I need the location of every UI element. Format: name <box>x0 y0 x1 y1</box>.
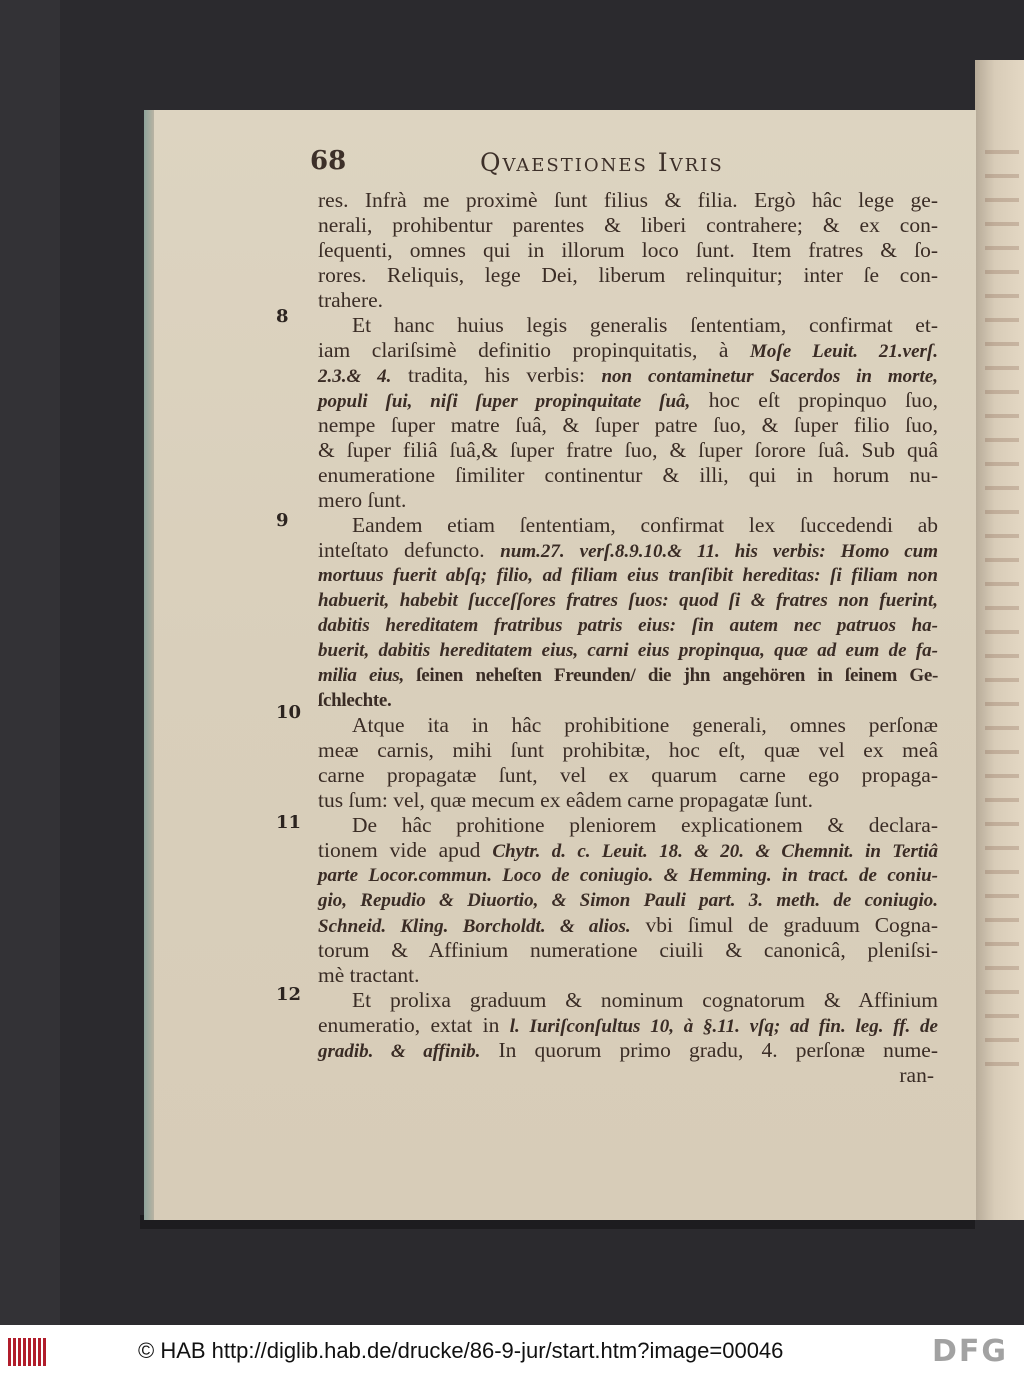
scan-left-band <box>0 0 60 1325</box>
text-line: Atque ita in hâc prohibitione generali, omnes perſonæ <box>352 713 938 737</box>
text-line: enumeratione ſimiliter continentur & illi, qui in horum nu- <box>318 463 938 487</box>
text-line: res. Infrà me proximè ſunt filius & filia. Ergò hâc lege ge- <box>318 188 938 212</box>
text-line: meæ carnis, mihi ſunt prohibitæ, hoc eſt, quæ vel ex meâ <box>318 738 938 762</box>
margin-number: 8 <box>276 306 289 327</box>
citation: Chytr. d. c. Leuit. 18. & 20. & Chemnit. in Tertiâ <box>492 841 938 862</box>
margin-numbers <box>276 188 306 1088</box>
text-span: vbi ſimul de graduum Cogna- <box>645 913 938 937</box>
text-line: dabitis hereditatem fratribus patris eius: ſin autem nec patruos ha- <box>318 615 938 636</box>
text-line: Eandem etiam ſententiam, confirmat lex ſuccedendi ab <box>352 513 938 537</box>
text-span: tionem vide apud <box>318 838 481 862</box>
citation: Moſe Leuit. 21.verſ. <box>750 341 939 362</box>
text-line <box>318 538 938 563</box>
text-line: nerali, prohibentur parentes & liberi contrahere; & ex con- <box>318 213 938 237</box>
text-line <box>318 363 938 388</box>
margin-number: 9 <box>276 510 289 531</box>
text-line: mero ſunt. <box>318 488 407 512</box>
text-line: Et hanc huius legis generalis ſententiam, confirmat et- <box>352 313 938 337</box>
page-text <box>318 188 938 1088</box>
text-line: parte Locor.commun. Loco de coniugio. & Hemming. in tract. de coniu- <box>318 865 938 886</box>
page-binding-edge <box>144 110 154 1220</box>
text-span: hoc eſt propinquo ſuo, <box>708 388 938 412</box>
quotation: milia eius, <box>318 665 404 686</box>
text-span: tradita, his verbis: <box>407 363 585 387</box>
quotation: populi ſui, niſi ſuper propinquitate ſuâ, <box>318 391 691 412</box>
margin-number: 10 <box>276 702 302 723</box>
text-line <box>318 338 938 363</box>
text-line: gio, Repudio & Diuortio, & Simon Pauli part. 3. meth. de coniugio. <box>318 890 938 911</box>
text-line: tus ſum: vel, quæ mecum ex eâdem carne propagatæ ſunt. <box>318 788 813 812</box>
text-line: mè tractant. <box>318 963 420 987</box>
text-line: De hâc prohitione pleniorem explicationem & declara- <box>352 813 938 837</box>
copyright-link[interactable]: © HAB http://diglib.hab.de/drucke/86-9-jur/start.htm?image=00046 <box>138 1338 784 1363</box>
text-line: habuerit, habebit ſucceſſores fratres ſuos: quod ſi & fratres non fuerint, <box>318 590 938 611</box>
text-line <box>318 388 938 413</box>
text-line: & ſuper filiâ ſuâ,& ſuper fratre ſuo, & ſuper ſorore ſuâ. Sub quâ <box>318 438 938 462</box>
citation: l. Iuriſconſultus 10, à §.11. vſq; ad fin. leg. ff. de <box>509 1016 938 1037</box>
viewer-footer <box>0 1325 1024 1377</box>
text-line <box>318 1038 938 1063</box>
page-number: 68 <box>310 146 347 176</box>
text-line <box>318 1013 938 1038</box>
text-line: ſchlechte. <box>318 690 392 711</box>
quotation: non contaminetur Sacerdos in morte, <box>601 366 938 387</box>
margin-number: 11 <box>276 812 302 833</box>
text-line: nempe ſuper matre ſuâ, & ſuper patre ſuo, & ſuper filio ſuo, <box>318 413 938 437</box>
page-header <box>310 146 790 186</box>
german-text: ſeinen neheſten Freunden/ die jhn angehören in ſeinem Ge- <box>416 665 938 686</box>
text-span: inteſtato defuncto. <box>318 538 485 562</box>
citation: 2.3.& 4. <box>318 366 392 387</box>
citation: gradib. & affinib. <box>318 1041 481 1062</box>
adjacent-page-text-bleed <box>985 130 1019 1070</box>
hab-logo-icon <box>8 1338 48 1366</box>
citation: Schneid. Kling. Borcholdt. & alios. <box>318 916 631 937</box>
text-line: Et prolixa graduum & nominum cognatorum & Affinium <box>352 988 938 1012</box>
text-line: buerit, dabitis hereditatem eius, carni eius propinqua, quæ ad eum de fa- <box>318 640 938 661</box>
text-line: carne propagatæ ſunt, vel ex quarum carne ego propaga- <box>318 763 938 787</box>
text-span: In quorum primo gradu, 4. perſonæ nume- <box>498 1038 939 1062</box>
text-line <box>318 838 938 863</box>
text-line: torum & Affinium numeratione ciuili & canonicâ, pleniſsi- <box>318 938 938 962</box>
citation: num.27. verſ.8.9.10.& 11. his verbis: Homo cum <box>500 541 938 562</box>
running-title: Qvaestiones Ivris <box>480 148 724 177</box>
margin-number: 12 <box>276 984 302 1005</box>
catchword: ran- <box>899 1063 934 1087</box>
text-line: ſequenti, omnes qui in illorum loco ſunt. Item fratres & ſo- <box>318 238 938 262</box>
text-line: rores. Reliquis, lege Dei, liberum relinquitur; inter ſe con- <box>318 263 938 287</box>
text-line: mortuus fuerit abſq; filio, ad filiam eius tranſibit hereditas: ſi filiam non <box>318 565 938 586</box>
text-span: enumeratio, extat in <box>318 1013 500 1037</box>
dfg-logo: DFG <box>932 1334 1009 1369</box>
text-line <box>318 663 938 688</box>
text-line: trahere. <box>318 288 384 312</box>
text-line <box>318 913 938 938</box>
text-span: iam clariſsimè definitio propinquitatis, à <box>318 338 729 362</box>
